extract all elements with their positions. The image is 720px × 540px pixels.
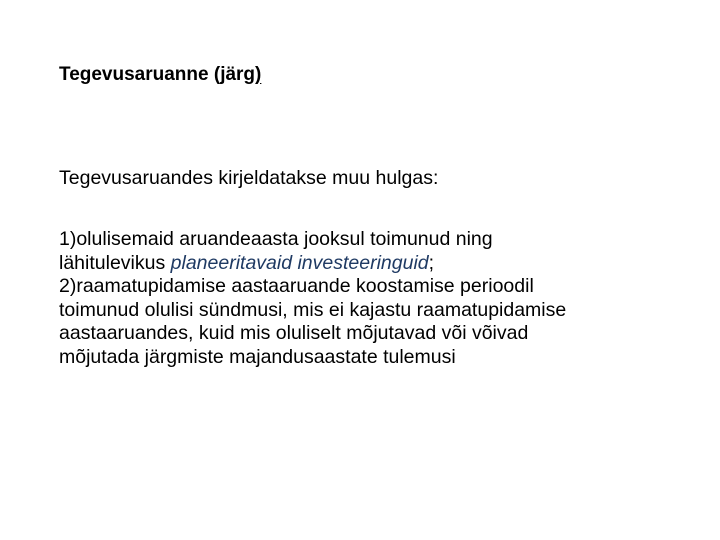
intro-text: Tegevusaruandes kirjeldatakse muu hulgas: (59, 167, 439, 189)
body-line-6: mõjutada järgmiste majandusaastate tulemusi (59, 345, 456, 368)
body-line-1: 1)olulisemaid aruandeaasta jooksul toimunud ning (59, 228, 493, 250)
body-line-2-end: ; (428, 251, 435, 274)
body-line-3: 2)raamatupidamise aastaaruande koostamise perioodil (59, 275, 534, 297)
slide-title (59, 63, 261, 87)
body-line-5: aastaaruandes, kuid mis oluliselt mõjutavad või võivad (59, 322, 529, 344)
title-text: Tegevusaruanne (järg (59, 64, 256, 85)
title-closing-paren: ) (255, 64, 262, 85)
body-line-2-start: lähitulevikus (59, 251, 171, 274)
body-text (59, 228, 699, 369)
body-line-2 (59, 252, 699, 276)
body-line-4: toimunud olulisi sündmusi, mis ei kajastu raamatupidamise (59, 298, 567, 321)
emphasized-term: planeeritavaid investeeringuid (170, 251, 429, 274)
